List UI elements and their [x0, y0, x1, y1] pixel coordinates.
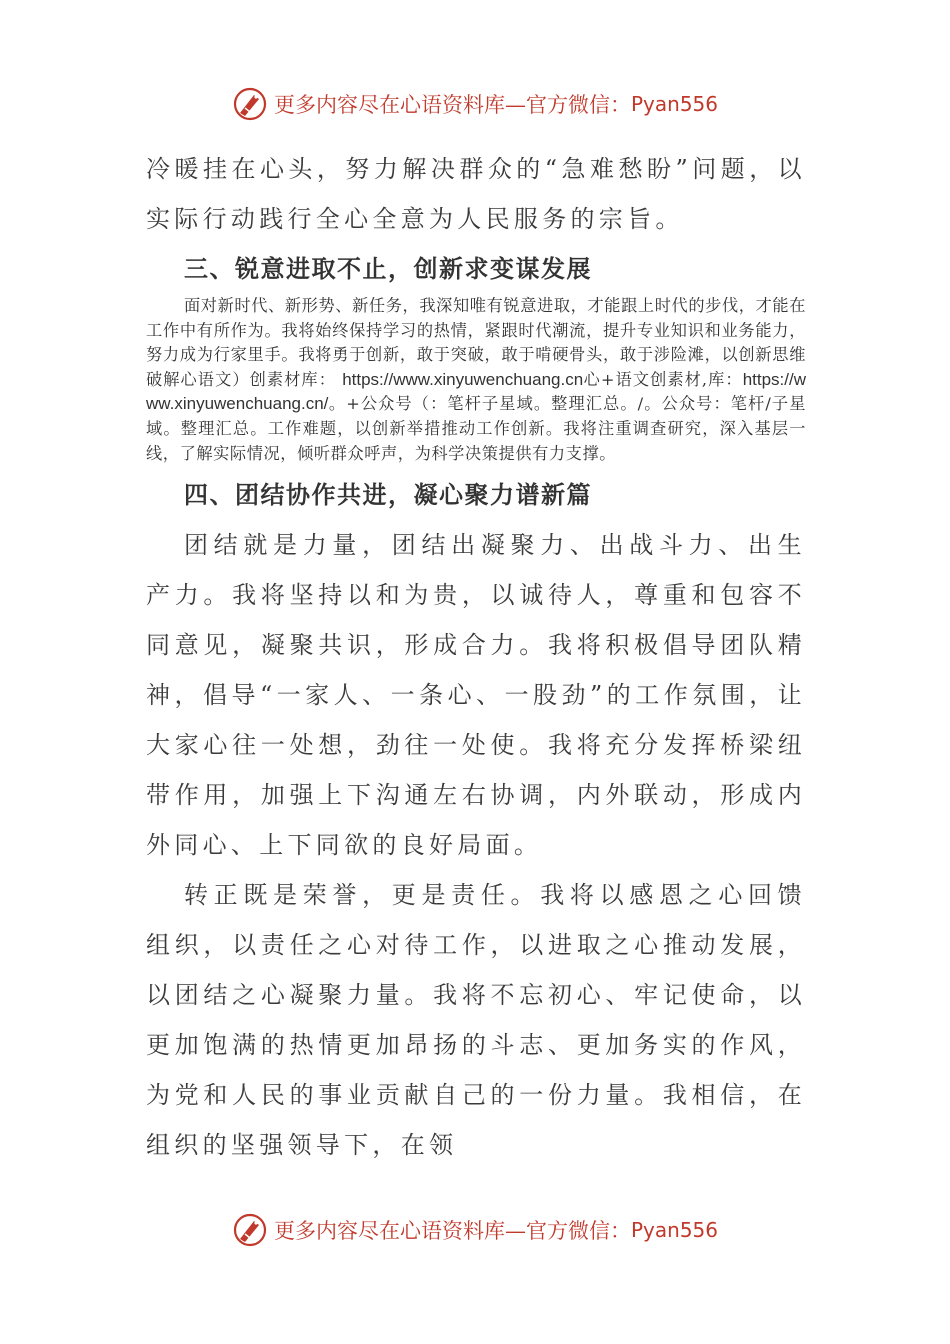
banner-wechat-id: Pyan556 — [630, 1218, 718, 1242]
heading-section-4: 四、团结协作共进，凝心聚力谱新篇 — [184, 481, 592, 510]
paragraph-2-text-a: 面对新时代、新形势、新任务，我深知唯有锐意进取，才能跟上时代的步伐，才能在工作中有所作为。我将始终保持学习的热情，紧跟时代潮流，提升专业知识和业务能力，努力成为行家里手。我将勇于创新，敢于突破，敢于啃硬骨头，敢于涉险滩，以创新思维破解心语文）创素材库： — [146, 296, 806, 389]
paragraph-2-text-c: 。+公众号（：笔杆子星域。整理汇总。/。公众号：笔杆/子星域。整理汇总。工作难题，以创新举措推动工作创新。我将注重调查研究，深入基层一线，了解实际情况，倾听群众呼声，为科学决策提供有力支撑。 — [146, 394, 806, 463]
paragraph-4: 转正既是荣誉，更是责任。我将以感恩之心回馈组织，以责任之心对待工作，以进取之心推动发展，以团结之心凝聚力量。我将不忘初心、牢记使命，以更加饱满的热情更加昂扬的斗志、更加务实的作风，为党和人民的事业贡献自己的一份力量。我相信，在组织的坚强领导下，在领 — [146, 881, 806, 1160]
url-link-2: https://www.xinyuwenchuang.cn/ — [146, 369, 806, 414]
banner-wechat-id: Pyan556 — [630, 92, 718, 116]
header-banner — [0, 82, 950, 126]
pen-nib-icon — [232, 86, 268, 122]
pen-nib-icon — [232, 1212, 268, 1248]
banner-text: 更多内容尽在心语资料库—官方微信： — [273, 93, 631, 117]
document-body — [146, 144, 806, 1170]
paragraph-3: 团结就是力量，团结出凝聚力、出战斗力、出生产力。我将坚持以和为贵，以诚待人，尊重和包容不同意见，凝聚共识，形成合力。我将积极倡导团队精神，倡导“一家人、一条心、一股劲”的工作氛围，让大家心往一处想，劲往一处使。我将充分发挥桥梁纽带作用，加强上下沟通左右协调，内外联动，形成内外同心、上下同欲的良好局面。 — [146, 531, 806, 860]
paragraph-1: 冷暖挂在心头，努力解决群众的“急难愁盼”问题，以实际行动践行全心全意为人民服务的宗旨。 — [146, 155, 806, 233]
paragraph-2-text-b: 心+语文创素材,库： — [583, 369, 743, 389]
paragraph-2 — [146, 294, 806, 466]
url-link-1: https://www.xinyuwenchuang.cn — [342, 369, 584, 389]
heading-section-3: 三、锐意进取不止，创新求变谋发展 — [184, 255, 592, 283]
banner-text: 更多内容尽在心语资料库—官方微信： — [273, 1219, 631, 1243]
footer-banner — [0, 1208, 950, 1252]
